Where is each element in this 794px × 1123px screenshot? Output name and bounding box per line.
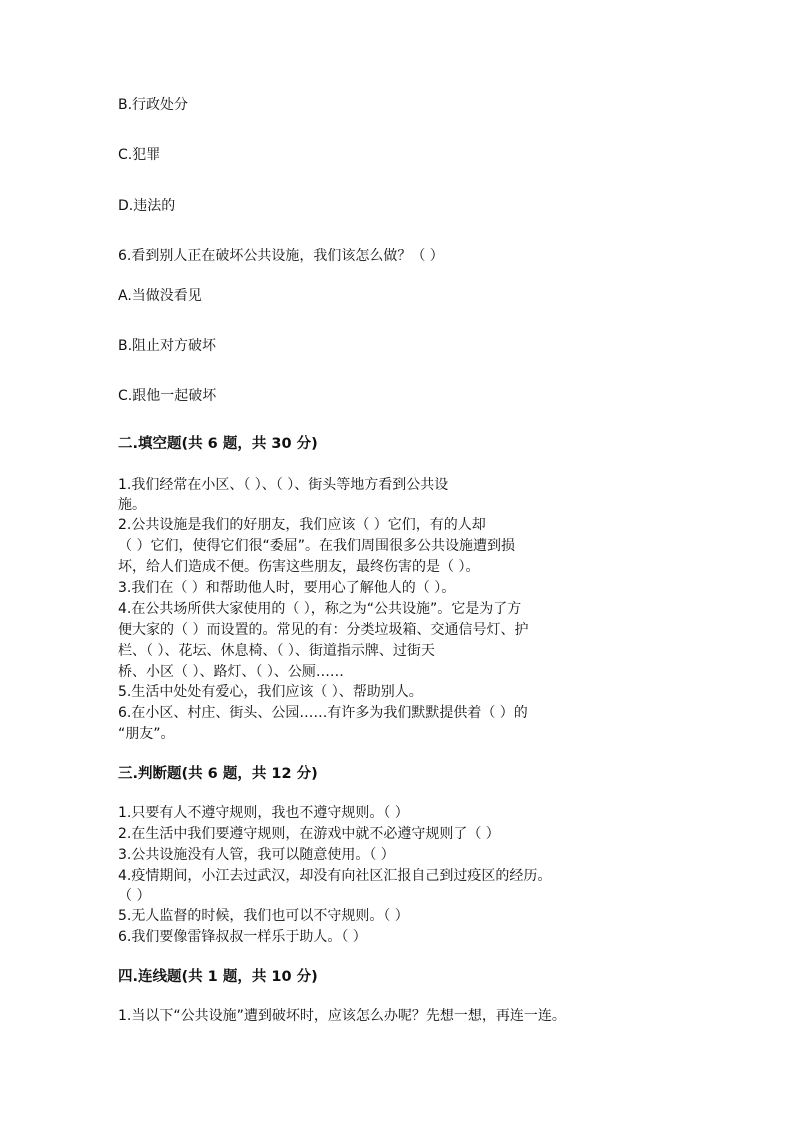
fill-line: 3.我们在（ ）和帮助他人时，要用心了解他人的（ ）。 bbox=[118, 580, 456, 596]
q5-option-d: D.违法的 bbox=[118, 198, 176, 214]
q6-option-c: C.跟他一起破坏 bbox=[118, 388, 217, 404]
fill-line: 坏，给人们造成不便。伤害这些朋友，最终伤害的是（ ）。 bbox=[118, 559, 480, 575]
fill-line: 栏、（ ）、花坛、休息椅、（ ）、街道指示牌、过街天 bbox=[118, 643, 435, 659]
q5-option-c: C.犯罪 bbox=[118, 147, 161, 163]
q5-option-b: B.行政处分 bbox=[118, 97, 189, 113]
fill-line: 桥、小区（ ）、路灯、（ ）、公厕…… bbox=[118, 664, 344, 680]
match-line: 1.当以下“公共设施”遭到破坏时，应该怎么办呢？先想一想，再连一连。 bbox=[118, 1008, 566, 1024]
fill-line: 6.在小区、村庄、街头、公园……有许多为我们默默提供着（ ）的 bbox=[118, 705, 528, 721]
fill-line: “朋友”。 bbox=[118, 726, 175, 742]
fill-line: 5.生活中处处有爱心，我们应该（ ）、帮助别人。 bbox=[118, 684, 423, 700]
judge-line: 2.在生活中我们要遵守规则，在游戏中就不必遵守规则了（ ） bbox=[118, 826, 500, 842]
match-section-title: 四.连线题(共 1 题，共 10 分) bbox=[118, 969, 318, 985]
q6-option-a: A.当做没看见 bbox=[118, 288, 202, 304]
q6-option-b: B.阻止对方破坏 bbox=[118, 338, 217, 354]
judge-line: 6.我们要像雷锋叔叔一样乐于助人。（ ） bbox=[118, 929, 367, 945]
judge-line: 3.公共设施没有人管，我可以随意使用。（ ） bbox=[118, 847, 395, 863]
q6-stem: 6.看到别人正在破坏公共设施，我们该怎么做？（ ） bbox=[118, 248, 444, 264]
fill-line: 施。 bbox=[118, 497, 146, 513]
fill-line: 2.公共设施是我们的好朋友，我们应该（ ）它们，有的人却 bbox=[118, 517, 486, 533]
judge-line: 5.无人监督的时候，我们也可以不守规则。（ ） bbox=[118, 908, 409, 924]
fill-line: （ ）它们，使得它们很“委屈”。在我们周围很多公共设施遭到损 bbox=[118, 538, 515, 554]
fill-line: 4.在公共场所供大家使用的（ ），称之为“公共设施”。它是为了方 bbox=[118, 601, 522, 617]
fill-line: 1.我们经常在小区、（ ）、（ ）、街头等地方看到公共设 bbox=[118, 477, 449, 493]
judge-line: 1.只要有人不遵守规则，我也不遵守规则。（ ） bbox=[118, 805, 409, 821]
judge-line: （ ） bbox=[118, 888, 151, 904]
fill-section-title: 二.填空题(共 6 题，共 30 分) bbox=[118, 436, 318, 452]
judge-section-title: 三.判断题(共 6 题，共 12 分) bbox=[118, 766, 318, 782]
fill-line: 便大家的（ ）而设置的。常见的有：分类垃圾箱、交通信号灯、护 bbox=[118, 622, 529, 638]
judge-line: 4.疫情期间，小江去过武汉，却没有向社区汇报自己到过疫区的经历。 bbox=[118, 868, 552, 884]
